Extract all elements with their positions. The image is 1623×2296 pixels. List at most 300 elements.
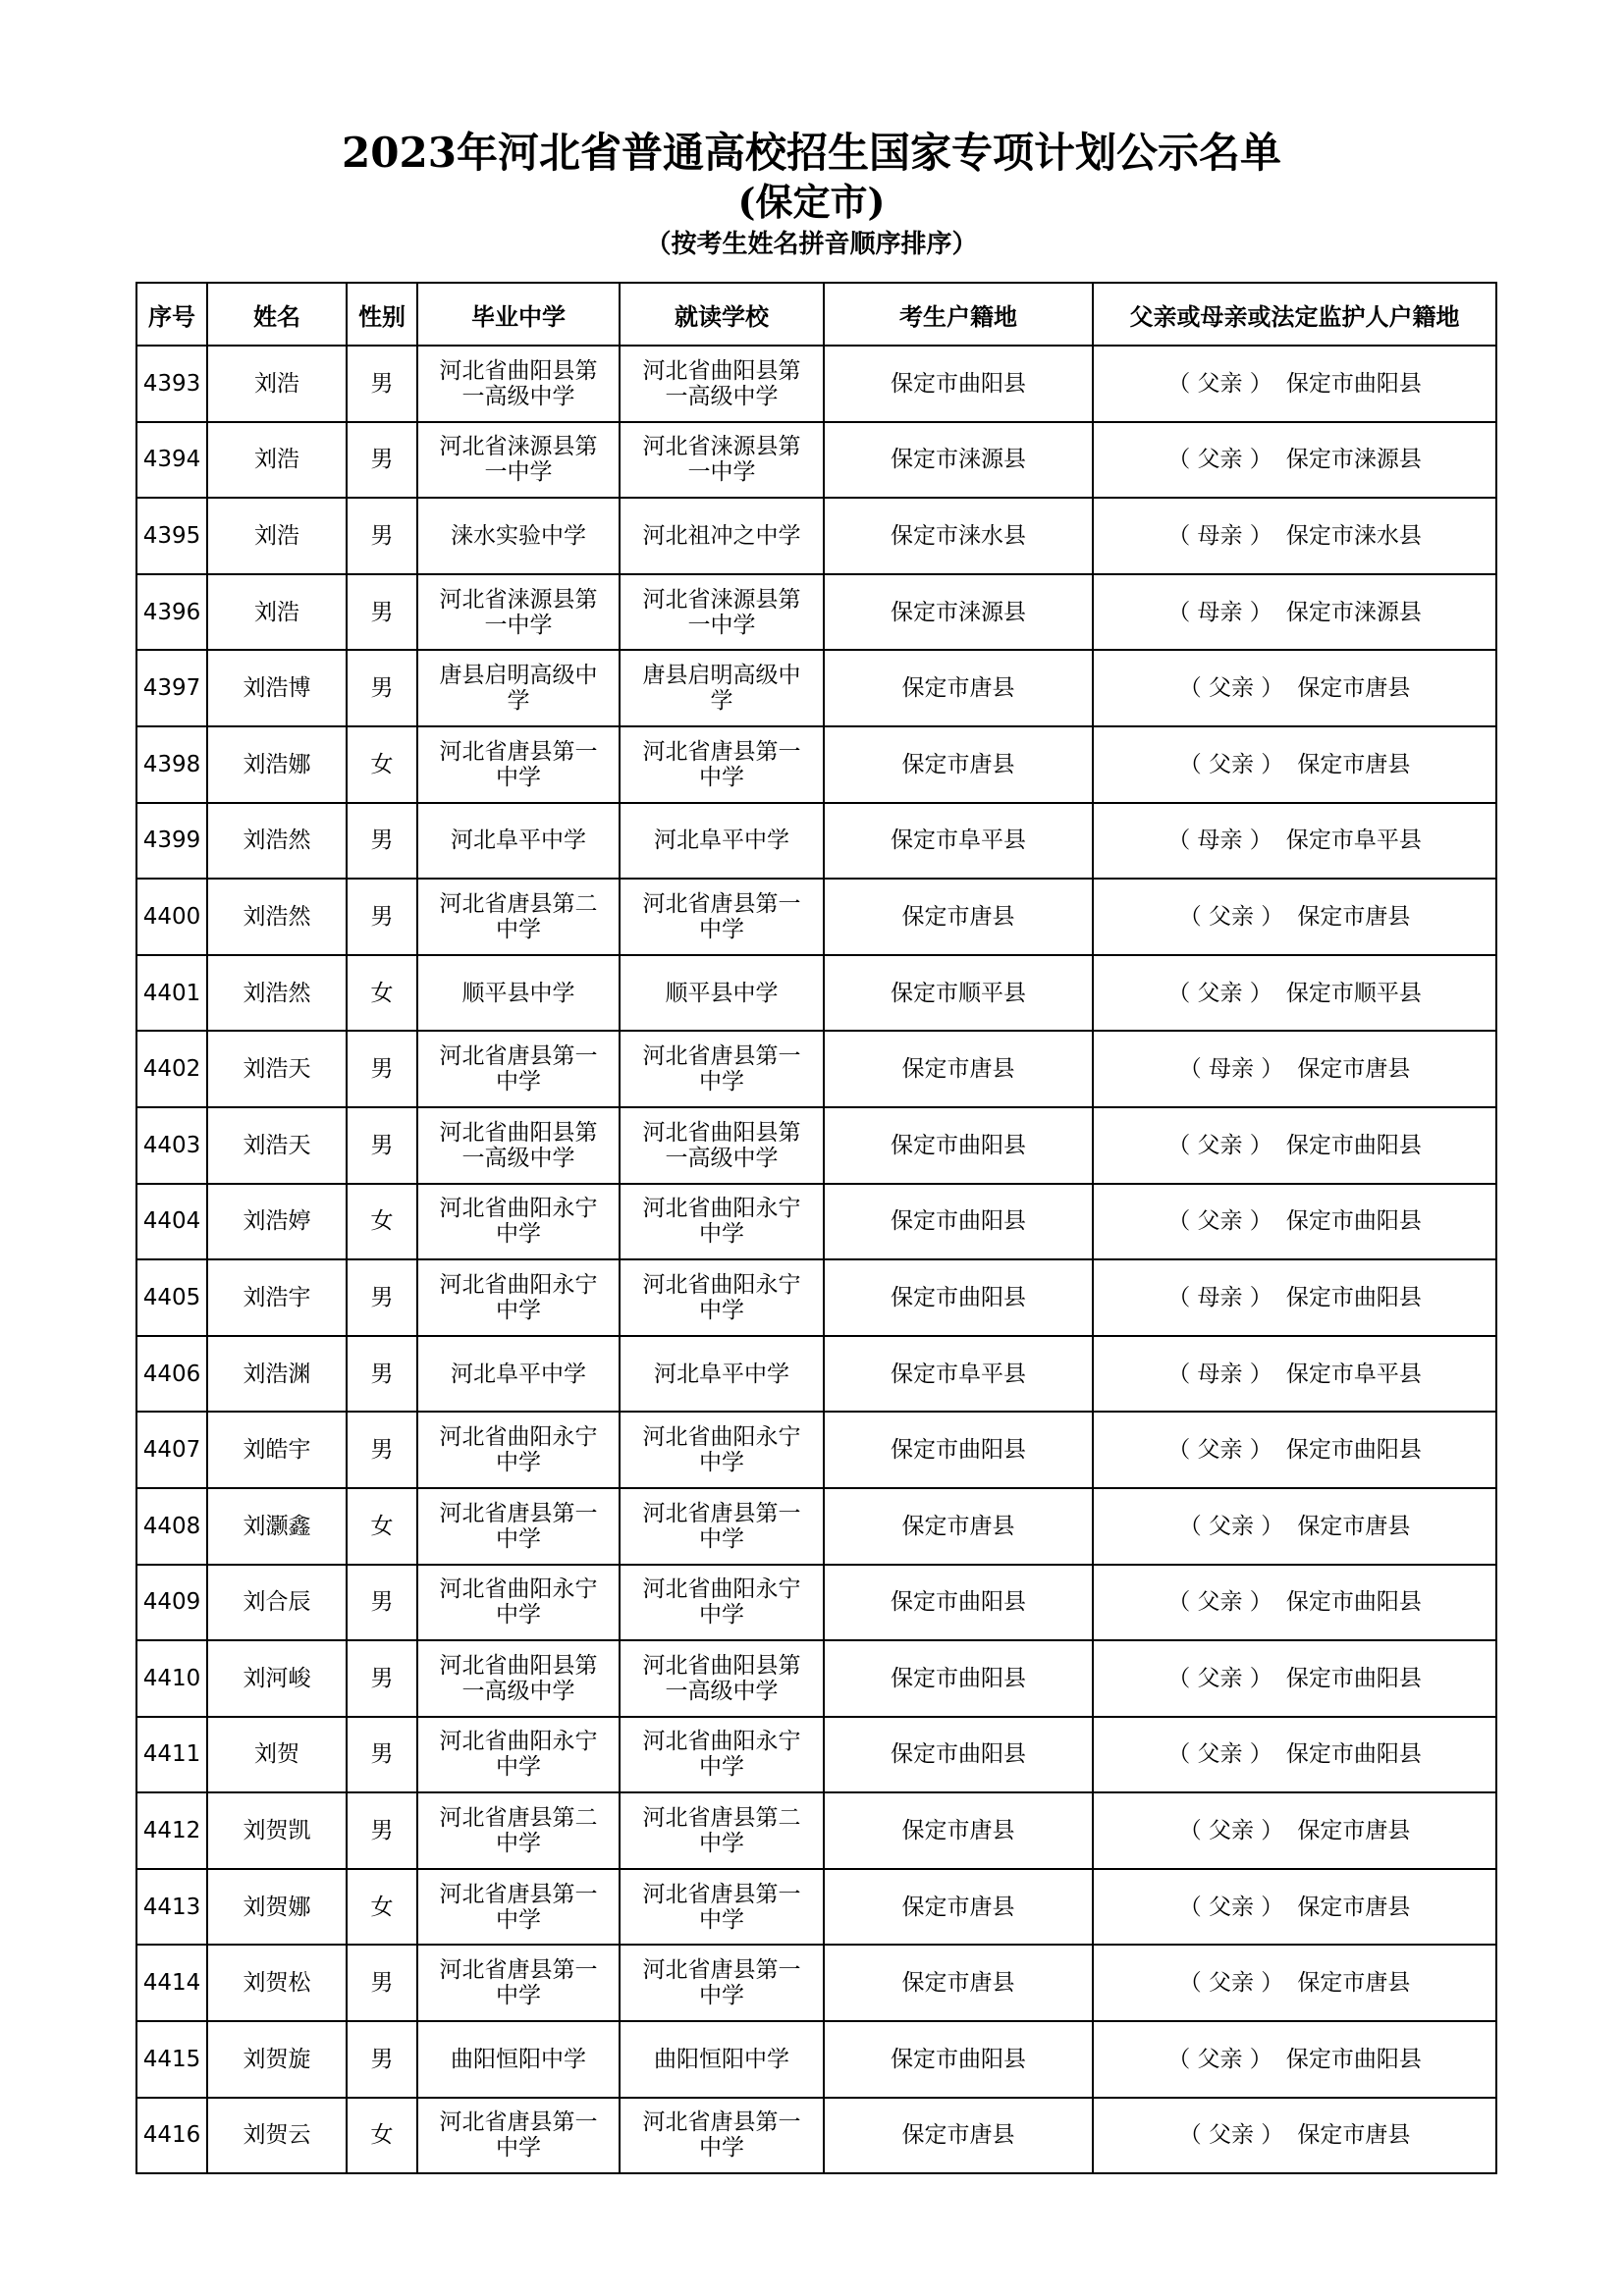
cell-grad-school-text: 河北阜平中学 (451, 828, 586, 854)
cell-grad-school (417, 574, 620, 651)
cell-no: 4404 (136, 1184, 207, 1260)
cell-hukou: 保定市涞源县 (824, 422, 1093, 499)
cell-current-school (620, 955, 824, 1032)
cell-guardian-hukou (1093, 1107, 1496, 1184)
guardian-hukou-text: 保定市唐县 (1297, 1970, 1411, 1997)
cell-grad-school-text: 河北省唐县第一中学 (439, 1043, 598, 1095)
table-row (136, 1945, 1496, 2021)
cell-current-school (620, 1107, 824, 1184)
guardian-info (1167, 1208, 1422, 1234)
cell-grad-school-text: 河北省涞源县第一中学 (439, 434, 598, 486)
cell-grad-school-text: 顺平县中学 (461, 980, 575, 1006)
cell-name: 刘贺旋 (207, 2021, 347, 2098)
cell-hukou: 保定市涞水县 (824, 498, 1093, 574)
cell-current-school-text: 顺平县中学 (665, 980, 779, 1006)
guardian-info (1167, 1437, 1422, 1463)
cell-no: 4400 (136, 879, 207, 955)
guardian-relation: （ 父亲 ） (1167, 370, 1272, 397)
cell-current-school (620, 346, 824, 422)
table-row (136, 1107, 1496, 1184)
guardian-relation: （ 父亲 ） (1167, 1132, 1272, 1158)
cell-guardian-hukou (1093, 1488, 1496, 1565)
cell-current-school-text: 河北省唐县第一中学 (642, 1881, 801, 1933)
cell-guardian-hukou (1093, 726, 1496, 803)
cell-grad-school (417, 879, 620, 955)
cell-name: 刘浩婷 (207, 1184, 347, 1260)
cell-guardian-hukou (1093, 498, 1496, 574)
guardian-info (1167, 523, 1422, 549)
cell-current-school (620, 498, 824, 574)
cell-gender: 男 (347, 574, 417, 651)
cell-gender: 男 (347, 1107, 417, 1184)
cell-name: 刘皓宇 (207, 1412, 347, 1488)
cell-hukou: 保定市唐县 (824, 650, 1093, 726)
cell-grad-school (417, 1717, 620, 1793)
cell-name: 刘浩 (207, 422, 347, 499)
cell-name: 刘贺云 (207, 2098, 347, 2174)
cell-no: 4396 (136, 574, 207, 651)
cell-grad-school-text: 河北省曲阳永宁中学 (439, 1576, 598, 1629)
cell-current-school-text: 河北省唐县第一中学 (642, 1957, 801, 2009)
cell-grad-school-text: 唐县启明高级中学 (439, 663, 598, 715)
header-no: 序号 (136, 283, 207, 346)
cell-no: 4395 (136, 498, 207, 574)
cell-hukou: 保定市曲阳县 (824, 1259, 1093, 1336)
table-row (136, 1717, 1496, 1793)
cell-guardian-hukou (1093, 1184, 1496, 1260)
cell-hukou: 保定市曲阳县 (824, 346, 1093, 422)
cell-name: 刘浩博 (207, 650, 347, 726)
guardian-hukou-text: 保定市曲阳县 (1285, 370, 1422, 397)
cell-grad-school (417, 1412, 620, 1488)
cell-no: 4399 (136, 803, 207, 880)
cell-current-school-text: 河北阜平中学 (654, 828, 789, 854)
cell-no: 4394 (136, 422, 207, 499)
guardian-info (1167, 1589, 1422, 1615)
cell-gender: 女 (347, 2098, 417, 2174)
guardian-hukou-text: 保定市唐县 (1297, 1894, 1411, 1920)
guardian-relation: （ 父亲 ） (1167, 1589, 1272, 1616)
guardian-hukou-text: 保定市顺平县 (1285, 980, 1422, 1006)
cell-name: 刘浩然 (207, 879, 347, 955)
table-row (136, 1488, 1496, 1565)
cell-current-school (620, 1259, 824, 1336)
cell-current-school (620, 1792, 824, 1869)
cell-no: 4409 (136, 1565, 207, 1641)
cell-guardian-hukou (1093, 803, 1496, 880)
cell-grad-school-text: 河北省曲阳永宁中学 (439, 1729, 598, 1781)
cell-guardian-hukou (1093, 422, 1496, 499)
table-row (136, 574, 1496, 651)
guardian-hukou-text: 保定市唐县 (1297, 2122, 1411, 2149)
cell-guardian-hukou (1093, 955, 1496, 1032)
guardian-relation: （ 母亲 ） (1167, 828, 1272, 854)
cell-current-school (620, 1412, 824, 1488)
cell-gender: 男 (347, 1031, 417, 1107)
cell-grad-school (417, 2021, 620, 2098)
cell-name: 刘河峻 (207, 1640, 347, 1717)
cell-grad-school-text: 河北省唐县第二中学 (439, 890, 598, 942)
cell-current-school-text: 曲阳恒阳中学 (654, 2046, 789, 2072)
cell-hukou: 保定市涞源县 (824, 574, 1093, 651)
table-row (136, 1792, 1496, 1869)
header-gender: 性别 (347, 283, 417, 346)
cell-no: 4403 (136, 1107, 207, 1184)
guardian-hukou-text: 保定市曲阳县 (1285, 1589, 1422, 1616)
cell-hukou: 保定市曲阳县 (824, 1565, 1093, 1641)
cell-gender: 男 (347, 498, 417, 574)
cell-guardian-hukou (1093, 1336, 1496, 1413)
cell-hukou: 保定市唐县 (824, 1488, 1093, 1565)
cell-name: 刘浩 (207, 346, 347, 422)
guardian-info (1167, 981, 1422, 1006)
cell-guardian-hukou (1093, 1640, 1496, 1717)
header-hukou: 考生户籍地 (824, 283, 1093, 346)
cell-no: 4408 (136, 1488, 207, 1565)
cell-hukou: 保定市阜平县 (824, 803, 1093, 880)
guardian-relation: （ 父亲 ） (1178, 675, 1284, 702)
guardian-info (1167, 447, 1422, 472)
cell-grad-school (417, 1869, 620, 1946)
cell-current-school (620, 803, 824, 880)
cell-grad-school-text: 河北省唐县第一中学 (439, 2109, 598, 2162)
cell-current-school-text: 河北祖冲之中学 (642, 522, 801, 549)
cell-current-school (620, 1184, 824, 1260)
cell-guardian-hukou (1093, 1717, 1496, 1793)
cell-current-school-text: 河北省曲阳永宁中学 (642, 1424, 801, 1476)
cell-grad-school-text: 河北阜平中学 (451, 1361, 586, 1387)
cell-grad-school (417, 1945, 620, 2021)
cell-current-school-text: 河北省曲阳县第一高级中学 (642, 1119, 801, 1171)
cell-hukou: 保定市唐县 (824, 1869, 1093, 1946)
table-row (136, 955, 1496, 1032)
cell-grad-school (417, 650, 620, 726)
cell-current-school-text: 河北省唐县第一中学 (642, 2109, 801, 2162)
cell-no: 4414 (136, 1945, 207, 2021)
cell-hukou: 保定市顺平县 (824, 955, 1093, 1032)
cell-name: 刘浩然 (207, 955, 347, 1032)
cell-name: 刘浩宇 (207, 1259, 347, 1336)
cell-gender: 女 (347, 726, 417, 803)
guardian-info (1167, 1362, 1422, 1387)
cell-current-school (620, 879, 824, 955)
cell-name: 刘浩天 (207, 1031, 347, 1107)
cell-grad-school-text: 河北省唐县第一中学 (439, 738, 598, 790)
cell-no: 4398 (136, 726, 207, 803)
cell-current-school-text: 河北省曲阳永宁中学 (642, 1196, 801, 1248)
guardian-relation: （ 父亲 ） (1178, 2122, 1284, 2149)
guardian-relation: （ 母亲 ） (1167, 599, 1272, 625)
cell-hukou: 保定市阜平县 (824, 1336, 1093, 1413)
cell-no: 4416 (136, 2098, 207, 2174)
cell-hukou: 保定市曲阳县 (824, 1412, 1093, 1488)
roster-table (135, 282, 1497, 2174)
cell-name: 刘浩渊 (207, 1336, 347, 1413)
cell-guardian-hukou (1093, 574, 1496, 651)
guardian-info (1167, 2047, 1422, 2072)
cell-guardian-hukou (1093, 1792, 1496, 1869)
table-row (136, 1412, 1496, 1488)
cell-hukou: 保定市曲阳县 (824, 1640, 1093, 1717)
guardian-hukou-text: 保定市唐县 (1297, 1056, 1411, 1083)
cell-grad-school-text: 河北省曲阳县第一高级中学 (439, 357, 598, 409)
cell-grad-school (417, 955, 620, 1032)
cell-current-school-text: 河北省曲阳永宁中学 (642, 1576, 801, 1629)
table-body (136, 346, 1496, 2173)
guardian-hukou-text: 保定市唐县 (1297, 903, 1411, 930)
header-grad-school: 毕业中学 (417, 283, 620, 346)
cell-guardian-hukou (1093, 1945, 1496, 2021)
table-row (136, 803, 1496, 880)
table-row (136, 726, 1496, 803)
cell-name: 刘贺娜 (207, 1869, 347, 1946)
cell-no: 4402 (136, 1031, 207, 1107)
cell-gender: 男 (347, 1640, 417, 1717)
table-row (136, 1184, 1496, 1260)
guardian-relation: （ 母亲 ） (1178, 1056, 1284, 1083)
sort-note: （按考生姓名拼音顺序排序） (645, 230, 978, 259)
guardian-hukou-text: 保定市曲阳县 (1285, 1741, 1422, 1768)
table-row (136, 1565, 1496, 1641)
cell-grad-school-text: 河北省唐县第一中学 (439, 1957, 598, 2009)
cell-grad-school (417, 1031, 620, 1107)
guardian-relation: （ 父亲 ） (1167, 1208, 1272, 1235)
cell-grad-school (417, 346, 620, 422)
cell-grad-school (417, 726, 620, 803)
table-row (136, 2098, 1496, 2174)
guardian-relation: （ 母亲 ） (1167, 522, 1272, 549)
guardian-relation: （ 父亲 ） (1167, 1665, 1272, 1691)
cell-current-school-text: 河北省涞源县第一中学 (642, 434, 801, 486)
cell-gender: 男 (347, 1336, 417, 1413)
cell-name: 刘贺松 (207, 1945, 347, 2021)
cell-guardian-hukou (1093, 1031, 1496, 1107)
cell-grad-school (417, 422, 620, 499)
cell-guardian-hukou (1093, 879, 1496, 955)
cell-current-school-text: 河北阜平中学 (654, 1361, 789, 1387)
cell-current-school (620, 1488, 824, 1565)
cell-hukou: 保定市唐县 (824, 2098, 1093, 2174)
cell-current-school-text: 唐县启明高级中学 (642, 663, 801, 715)
header-current-school: 就读学校 (620, 283, 824, 346)
guardian-hukou-text: 保定市曲阳县 (1285, 1437, 1422, 1464)
cell-no: 4407 (136, 1412, 207, 1488)
guardian-relation: （ 父亲 ） (1178, 903, 1284, 930)
cell-grad-school-text: 河北省唐县第一中学 (439, 1881, 598, 1933)
cell-no: 4413 (136, 1869, 207, 1946)
guardian-hukou-text: 保定市唐县 (1297, 1818, 1411, 1844)
guardian-relation: （ 父亲 ） (1178, 1970, 1284, 1997)
table-row (136, 498, 1496, 574)
cell-name: 刘合辰 (207, 1565, 347, 1641)
cell-grad-school (417, 498, 620, 574)
cell-name: 刘贺凯 (207, 1792, 347, 1869)
guardian-info (1167, 1741, 1422, 1767)
guardian-relation: （ 父亲 ） (1167, 447, 1272, 473)
cell-gender: 男 (347, 1717, 417, 1793)
cell-name: 刘浩娜 (207, 726, 347, 803)
guardian-info (1179, 2122, 1411, 2148)
guardian-relation: （ 父亲 ） (1167, 1741, 1272, 1768)
guardian-info (1167, 1285, 1422, 1310)
guardian-hukou-text: 保定市阜平县 (1285, 1361, 1422, 1387)
guardian-info (1179, 675, 1411, 701)
table-row (136, 1031, 1496, 1107)
cell-no: 4397 (136, 650, 207, 726)
cell-guardian-hukou (1093, 1565, 1496, 1641)
cell-grad-school (417, 803, 620, 880)
cell-current-school (620, 650, 824, 726)
guardian-info (1167, 371, 1422, 397)
cell-current-school-text: 河北省曲阳永宁中学 (642, 1729, 801, 1781)
cell-current-school-text: 河北省曲阳县第一高级中学 (642, 357, 801, 409)
guardian-relation: （ 父亲 ） (1167, 2046, 1272, 2072)
cell-current-school (620, 1945, 824, 2021)
cell-grad-school-text: 河北省曲阳永宁中学 (439, 1424, 598, 1476)
cell-current-school-text: 河北省曲阳县第一高级中学 (642, 1652, 801, 1704)
page-title: 2023年河北省普通高校招生国家专项计划公示名单 (342, 129, 1281, 177)
cell-no: 4411 (136, 1717, 207, 1793)
guardian-info (1167, 600, 1422, 625)
cell-gender: 男 (347, 1792, 417, 1869)
cell-guardian-hukou (1093, 1259, 1496, 1336)
cell-guardian-hukou (1093, 2098, 1496, 2174)
guardian-relation: （ 父亲 ） (1178, 1894, 1284, 1920)
guardian-info (1179, 1970, 1411, 1996)
guardian-info (1179, 1895, 1411, 1920)
cell-gender: 男 (347, 422, 417, 499)
cell-grad-school-text: 河北省唐县第二中学 (439, 1805, 598, 1857)
table-row (136, 1259, 1496, 1336)
cell-gender: 女 (347, 1488, 417, 1565)
cell-no: 4406 (136, 1336, 207, 1413)
cell-gender: 男 (347, 879, 417, 955)
cell-no: 4410 (136, 1640, 207, 1717)
cell-no: 4393 (136, 346, 207, 422)
guardian-hukou-text: 保定市曲阳县 (1285, 2046, 1422, 2072)
cell-hukou: 保定市唐县 (824, 1031, 1093, 1107)
cell-grad-school (417, 1184, 620, 1260)
guardian-info (1179, 904, 1411, 930)
guardian-info (1179, 752, 1411, 777)
cell-gender: 女 (347, 1184, 417, 1260)
cell-current-school-text: 河北省唐县第一中学 (642, 1500, 801, 1552)
cell-name: 刘浩 (207, 498, 347, 574)
cell-name: 刘浩天 (207, 1107, 347, 1184)
cell-current-school-text: 河北省曲阳永宁中学 (642, 1271, 801, 1323)
cell-current-school (620, 1640, 824, 1717)
cell-guardian-hukou (1093, 346, 1496, 422)
cell-current-school-text: 河北省唐县第一中学 (642, 890, 801, 942)
cell-grad-school-text: 涞水实验中学 (451, 522, 586, 549)
guardian-hukou-text: 保定市阜平县 (1285, 828, 1422, 854)
table-row (136, 1869, 1496, 1946)
cell-gender: 男 (347, 346, 417, 422)
guardian-hukou-text: 保定市曲阳县 (1285, 1665, 1422, 1691)
cell-grad-school-text: 河北省涞源县第一中学 (439, 586, 598, 638)
cell-grad-school (417, 1259, 620, 1336)
cell-gender: 男 (347, 650, 417, 726)
guardian-info (1167, 1666, 1422, 1691)
table-row (136, 422, 1496, 499)
cell-current-school-text: 河北省唐县第一中学 (642, 738, 801, 790)
cell-hukou: 保定市唐县 (824, 726, 1093, 803)
cell-name: 刘浩然 (207, 803, 347, 880)
guardian-hukou-text: 保定市唐县 (1297, 1513, 1411, 1539)
table-row (136, 879, 1496, 955)
table-row (136, 1336, 1496, 1413)
cell-grad-school-text: 曲阳恒阳中学 (451, 2046, 586, 2072)
cell-current-school-text: 河北省唐县第二中学 (642, 1805, 801, 1857)
cell-current-school (620, 1031, 824, 1107)
cell-hukou: 保定市曲阳县 (824, 1184, 1093, 1260)
cell-grad-school-text: 河北省曲阳永宁中学 (439, 1196, 598, 1248)
cell-gender: 男 (347, 2021, 417, 2098)
cell-no: 4405 (136, 1259, 207, 1336)
cell-hukou: 保定市唐县 (824, 879, 1093, 955)
cell-grad-school-text: 河北省唐县第一中学 (439, 1500, 598, 1552)
guardian-relation: （ 父亲 ） (1178, 1513, 1284, 1539)
cell-gender: 女 (347, 1869, 417, 1946)
table-row (136, 650, 1496, 726)
cell-grad-school (417, 1336, 620, 1413)
cell-current-school (620, 1565, 824, 1641)
cell-grad-school (417, 1792, 620, 1869)
guardian-info (1179, 1514, 1411, 1539)
cell-grad-school-text: 河北省曲阳永宁中学 (439, 1271, 598, 1323)
cell-name: 刘灏鑫 (207, 1488, 347, 1565)
cell-grad-school (417, 2098, 620, 2174)
cell-grad-school-text: 河北省曲阳县第一高级中学 (439, 1652, 598, 1704)
cell-grad-school-text: 河北省曲阳县第一高级中学 (439, 1119, 598, 1171)
cell-no: 4401 (136, 955, 207, 1032)
cell-guardian-hukou (1093, 1869, 1496, 1946)
guardian-relation: （ 父亲 ） (1178, 751, 1284, 777)
cell-current-school (620, 1336, 824, 1413)
guardian-hukou-text: 保定市涞源县 (1285, 599, 1422, 625)
guardian-relation: （ 父亲 ） (1167, 1437, 1272, 1464)
cell-name: 刘浩 (207, 574, 347, 651)
guardian-hukou-text: 保定市唐县 (1297, 751, 1411, 777)
guardian-hukou-text: 保定市曲阳县 (1285, 1208, 1422, 1235)
cell-current-school (620, 2021, 824, 2098)
cell-gender: 男 (347, 1565, 417, 1641)
cell-current-school-text: 河北省唐县第一中学 (642, 1043, 801, 1095)
cell-current-school-text: 河北省涞源县第一中学 (642, 586, 801, 638)
cell-grad-school (417, 1488, 620, 1565)
cell-gender: 男 (347, 1945, 417, 2021)
guardian-hukou-text: 保定市唐县 (1297, 675, 1411, 702)
table-row (136, 1640, 1496, 1717)
guardian-info (1179, 1056, 1411, 1082)
cell-guardian-hukou (1093, 2021, 1496, 2098)
table-row (136, 346, 1496, 422)
guardian-hukou-text: 保定市曲阳县 (1285, 1284, 1422, 1310)
header-guardian-hukou: 父亲或母亲或法定监护人户籍地 (1093, 283, 1496, 346)
cell-hukou: 保定市曲阳县 (824, 2021, 1093, 2098)
header-name: 姓名 (207, 283, 347, 346)
cell-current-school (620, 726, 824, 803)
guardian-hukou-text: 保定市曲阳县 (1285, 1132, 1422, 1158)
cell-current-school (620, 574, 824, 651)
cell-guardian-hukou (1093, 1412, 1496, 1488)
cell-hukou: 保定市曲阳县 (824, 1717, 1093, 1793)
guardian-info (1167, 1133, 1422, 1158)
guardian-relation: （ 母亲 ） (1167, 1361, 1272, 1387)
cell-name: 刘贺 (207, 1717, 347, 1793)
table-header-row (136, 283, 1496, 346)
cell-gender: 男 (347, 803, 417, 880)
